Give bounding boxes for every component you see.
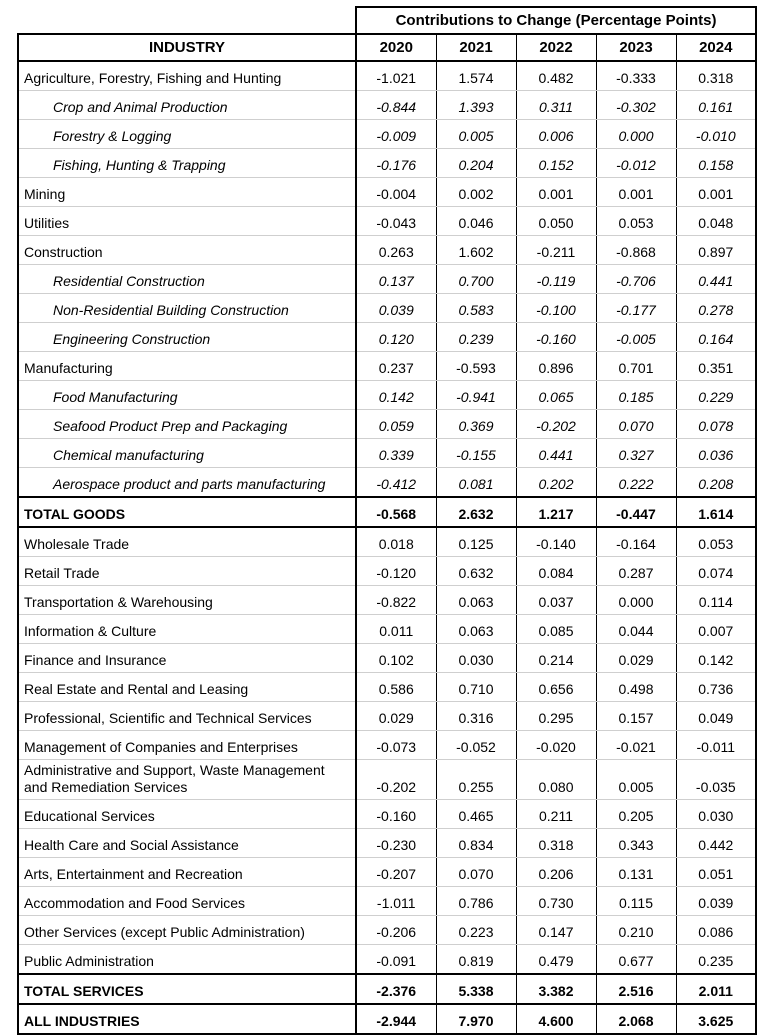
value-cell: 0.897 [676, 236, 756, 265]
year-header-2021: 2021 [436, 34, 516, 61]
table-row [18, 644, 756, 673]
value-cell: 0.157 [596, 702, 676, 731]
table-row [18, 760, 756, 800]
value-cell: 0.063 [436, 586, 516, 615]
value-cell: 1.217 [516, 497, 596, 527]
value-cell: 0.114 [676, 586, 756, 615]
value-cell: 4.600 [516, 1004, 596, 1034]
value-cell: -0.010 [676, 120, 756, 149]
industry-label: Real Estate and Rental and Leasing [18, 673, 356, 702]
title-row [18, 7, 756, 34]
table-row [18, 323, 756, 352]
table-row [18, 800, 756, 829]
table-row [18, 149, 756, 178]
industry-label: Arts, Entertainment and Recreation [18, 858, 356, 887]
value-cell: 0.222 [596, 468, 676, 498]
value-cell: 0.278 [676, 294, 756, 323]
value-cell: -0.119 [516, 265, 596, 294]
value-cell: 0.465 [436, 800, 516, 829]
value-cell: -0.160 [356, 800, 436, 829]
value-cell: 0.036 [676, 439, 756, 468]
table-row [18, 439, 756, 468]
value-cell: -0.568 [356, 497, 436, 527]
value-cell: 2.011 [676, 974, 756, 1004]
industry-label: Professional, Scientific and Technical Services [18, 702, 356, 731]
empty-corner-cell [18, 7, 356, 34]
value-cell: 0.677 [596, 945, 676, 975]
industry-label: Accommodation and Food Services [18, 887, 356, 916]
table-row [18, 178, 756, 207]
value-cell: 0.086 [676, 916, 756, 945]
industry-label: Aerospace product and parts manufacturing [18, 468, 356, 498]
industry-label: Management of Companies and Enterprises [18, 731, 356, 760]
value-cell: 0.710 [436, 673, 516, 702]
table-row [18, 120, 756, 149]
value-cell: 0.131 [596, 858, 676, 887]
value-cell: 0.005 [436, 120, 516, 149]
value-cell: 0.029 [356, 702, 436, 731]
value-cell: 3.625 [676, 1004, 756, 1034]
table-row [18, 468, 756, 498]
value-cell: 7.970 [436, 1004, 516, 1034]
table-row [18, 731, 756, 760]
industry-label: TOTAL SERVICES [18, 974, 356, 1004]
value-cell: 0.441 [516, 439, 596, 468]
value-cell: -0.004 [356, 178, 436, 207]
value-cell: 0.442 [676, 829, 756, 858]
value-cell: 0.819 [436, 945, 516, 975]
table-row [18, 615, 756, 644]
value-cell: -0.011 [676, 731, 756, 760]
table-row [18, 61, 756, 91]
industry-label: TOTAL GOODS [18, 497, 356, 527]
value-cell: 1.393 [436, 91, 516, 120]
contributions-table [17, 6, 757, 1035]
value-cell: 0.059 [356, 410, 436, 439]
value-cell: 0.085 [516, 615, 596, 644]
value-cell: -0.412 [356, 468, 436, 498]
table-row [18, 410, 756, 439]
value-cell: 0.039 [676, 887, 756, 916]
value-cell: 2.632 [436, 497, 516, 527]
industry-label: Other Services (except Public Administration) [18, 916, 356, 945]
value-cell: -0.043 [356, 207, 436, 236]
table-row [18, 974, 756, 1004]
value-cell: 0.007 [676, 615, 756, 644]
value-cell: 0.002 [436, 178, 516, 207]
table-row [18, 557, 756, 586]
value-cell: 0.074 [676, 557, 756, 586]
value-cell: 0.482 [516, 61, 596, 91]
value-cell: 0.223 [436, 916, 516, 945]
value-cell: 0.369 [436, 410, 516, 439]
industry-label: Fishing, Hunting & Trapping [18, 149, 356, 178]
value-cell: 0.102 [356, 644, 436, 673]
value-cell: 0.351 [676, 352, 756, 381]
value-cell: -0.822 [356, 586, 436, 615]
value-cell: 0.287 [596, 557, 676, 586]
industry-label: Transportation & Warehousing [18, 586, 356, 615]
industry-label: Chemical manufacturing [18, 439, 356, 468]
value-cell: -0.035 [676, 760, 756, 800]
table-title: Contributions to Change (Percentage Points) [356, 7, 756, 34]
value-cell: 0.158 [676, 149, 756, 178]
industry-label: Administrative and Support, Waste Management and Remediation Services [18, 760, 356, 800]
value-cell: -0.593 [436, 352, 516, 381]
value-cell: 0.050 [516, 207, 596, 236]
value-cell: -1.011 [356, 887, 436, 916]
value-cell: 0.000 [596, 120, 676, 149]
industry-label: Residential Construction [18, 265, 356, 294]
industry-label: Engineering Construction [18, 323, 356, 352]
table-row [18, 887, 756, 916]
value-cell: 1.574 [436, 61, 516, 91]
value-cell: 0.583 [436, 294, 516, 323]
value-cell: -0.211 [516, 236, 596, 265]
industry-label: Retail Trade [18, 557, 356, 586]
table-row [18, 1004, 756, 1034]
value-cell: 0.316 [436, 702, 516, 731]
value-cell: -0.333 [596, 61, 676, 91]
value-cell: 0.142 [356, 381, 436, 410]
table-row [18, 381, 756, 410]
value-cell: 0.137 [356, 265, 436, 294]
year-header-2023: 2023 [596, 34, 676, 61]
value-cell: 0.786 [436, 887, 516, 916]
industry-label: Forestry & Logging [18, 120, 356, 149]
value-cell: 0.029 [596, 644, 676, 673]
value-cell: 1.602 [436, 236, 516, 265]
value-cell: 3.382 [516, 974, 596, 1004]
value-cell: 0.070 [596, 410, 676, 439]
value-cell: 0.295 [516, 702, 596, 731]
industry-label: Non-Residential Building Construction [18, 294, 356, 323]
value-cell: 0.006 [516, 120, 596, 149]
value-cell: 0.018 [356, 527, 436, 557]
value-cell: -0.202 [356, 760, 436, 800]
value-cell: 0.206 [516, 858, 596, 887]
value-cell: 0.037 [516, 586, 596, 615]
value-cell: 0.214 [516, 644, 596, 673]
table-row [18, 916, 756, 945]
value-cell: -0.844 [356, 91, 436, 120]
value-cell: 0.142 [676, 644, 756, 673]
value-cell: 0.239 [436, 323, 516, 352]
year-header-2020: 2020 [356, 34, 436, 61]
value-cell: -0.207 [356, 858, 436, 887]
value-cell: -0.052 [436, 731, 516, 760]
value-cell: 0.070 [436, 858, 516, 887]
value-cell: 0.834 [436, 829, 516, 858]
value-cell: 0.078 [676, 410, 756, 439]
industry-label: Public Administration [18, 945, 356, 975]
value-cell: 0.000 [596, 586, 676, 615]
industry-label: Health Care and Social Assistance [18, 829, 356, 858]
value-cell: 0.081 [436, 468, 516, 498]
value-cell: 0.185 [596, 381, 676, 410]
table-row [18, 702, 756, 731]
value-cell: -0.160 [516, 323, 596, 352]
industry-label: Agriculture, Forestry, Fishing and Hunting [18, 61, 356, 91]
value-cell: -0.206 [356, 916, 436, 945]
industry-label: Food Manufacturing [18, 381, 356, 410]
industry-label: Finance and Insurance [18, 644, 356, 673]
industry-label: Information & Culture [18, 615, 356, 644]
table-row [18, 207, 756, 236]
value-cell: 0.730 [516, 887, 596, 916]
value-cell: 0.051 [676, 858, 756, 887]
value-cell: 0.125 [436, 527, 516, 557]
industry-label: Seafood Product Prep and Packaging [18, 410, 356, 439]
industry-column-header: INDUSTRY [18, 34, 356, 61]
value-cell: 0.001 [596, 178, 676, 207]
value-cell: 0.211 [516, 800, 596, 829]
value-cell: 0.049 [676, 702, 756, 731]
value-cell: 0.343 [596, 829, 676, 858]
table-body [18, 61, 756, 1034]
industry-label: Wholesale Trade [18, 527, 356, 557]
header-row [18, 34, 756, 61]
value-cell: 0.063 [436, 615, 516, 644]
value-cell: -2.376 [356, 974, 436, 1004]
value-cell: -0.230 [356, 829, 436, 858]
value-cell: 0.204 [436, 149, 516, 178]
year-header-2022: 2022 [516, 34, 596, 61]
value-cell: 0.318 [516, 829, 596, 858]
value-cell: 0.053 [676, 527, 756, 557]
year-header-2024: 2024 [676, 34, 756, 61]
value-cell: 0.202 [516, 468, 596, 498]
value-cell: 0.237 [356, 352, 436, 381]
value-cell: 0.205 [596, 800, 676, 829]
value-cell: -0.447 [596, 497, 676, 527]
industry-label: Mining [18, 178, 356, 207]
value-cell: 0.700 [436, 265, 516, 294]
value-cell: 0.235 [676, 945, 756, 975]
value-cell: -0.020 [516, 731, 596, 760]
table-row [18, 586, 756, 615]
value-cell: -0.164 [596, 527, 676, 557]
value-cell: -0.706 [596, 265, 676, 294]
industry-label: Educational Services [18, 800, 356, 829]
value-cell: -0.120 [356, 557, 436, 586]
value-cell: -0.202 [516, 410, 596, 439]
value-cell: 0.048 [676, 207, 756, 236]
value-cell: -0.155 [436, 439, 516, 468]
table-row [18, 858, 756, 887]
table-row [18, 236, 756, 265]
value-cell: 2.068 [596, 1004, 676, 1034]
value-cell: 0.044 [596, 615, 676, 644]
table-row [18, 527, 756, 557]
value-cell: 0.147 [516, 916, 596, 945]
value-cell: -0.005 [596, 323, 676, 352]
value-cell: 0.080 [516, 760, 596, 800]
value-cell: -0.100 [516, 294, 596, 323]
value-cell: 0.053 [596, 207, 676, 236]
value-cell: -0.009 [356, 120, 436, 149]
value-cell: 0.701 [596, 352, 676, 381]
value-cell: 0.039 [356, 294, 436, 323]
value-cell: 0.005 [596, 760, 676, 800]
table-row [18, 829, 756, 858]
value-cell: 0.065 [516, 381, 596, 410]
value-cell: 0.632 [436, 557, 516, 586]
value-cell: -0.012 [596, 149, 676, 178]
table-row [18, 294, 756, 323]
value-cell: 0.152 [516, 149, 596, 178]
value-cell: 0.498 [596, 673, 676, 702]
value-cell: 0.656 [516, 673, 596, 702]
value-cell: -0.177 [596, 294, 676, 323]
industry-label: Manufacturing [18, 352, 356, 381]
table-row [18, 497, 756, 527]
value-cell: 0.011 [356, 615, 436, 644]
value-cell: 0.586 [356, 673, 436, 702]
value-cell: 0.263 [356, 236, 436, 265]
table-row [18, 265, 756, 294]
industry-label: Construction [18, 236, 356, 265]
value-cell: 0.896 [516, 352, 596, 381]
value-cell: 0.441 [676, 265, 756, 294]
value-cell: 0.339 [356, 439, 436, 468]
value-cell: -0.091 [356, 945, 436, 975]
value-cell: -0.140 [516, 527, 596, 557]
value-cell: 0.327 [596, 439, 676, 468]
value-cell: -0.302 [596, 91, 676, 120]
value-cell: -2.944 [356, 1004, 436, 1034]
value-cell: 0.210 [596, 916, 676, 945]
industry-label: ALL INDUSTRIES [18, 1004, 356, 1034]
value-cell: -0.868 [596, 236, 676, 265]
value-cell: 0.046 [436, 207, 516, 236]
value-cell: 0.161 [676, 91, 756, 120]
value-cell: 0.001 [516, 178, 596, 207]
table-row [18, 945, 756, 975]
table-row [18, 673, 756, 702]
value-cell: 0.318 [676, 61, 756, 91]
value-cell: 0.208 [676, 468, 756, 498]
industry-label: Utilities [18, 207, 356, 236]
value-cell: 0.084 [516, 557, 596, 586]
value-cell: 0.001 [676, 178, 756, 207]
value-cell: 0.255 [436, 760, 516, 800]
value-cell: -0.021 [596, 731, 676, 760]
value-cell: 2.516 [596, 974, 676, 1004]
value-cell: -0.176 [356, 149, 436, 178]
value-cell: -0.941 [436, 381, 516, 410]
value-cell: 1.614 [676, 497, 756, 527]
value-cell: 0.030 [676, 800, 756, 829]
value-cell: -1.021 [356, 61, 436, 91]
value-cell: 0.030 [436, 644, 516, 673]
value-cell: 0.120 [356, 323, 436, 352]
value-cell: 0.115 [596, 887, 676, 916]
value-cell: 0.229 [676, 381, 756, 410]
value-cell: 0.736 [676, 673, 756, 702]
value-cell: 0.479 [516, 945, 596, 975]
value-cell: 5.338 [436, 974, 516, 1004]
value-cell: -0.073 [356, 731, 436, 760]
table-row [18, 352, 756, 381]
value-cell: 0.164 [676, 323, 756, 352]
industry-label: Crop and Animal Production [18, 91, 356, 120]
value-cell: 0.311 [516, 91, 596, 120]
table-row [18, 91, 756, 120]
